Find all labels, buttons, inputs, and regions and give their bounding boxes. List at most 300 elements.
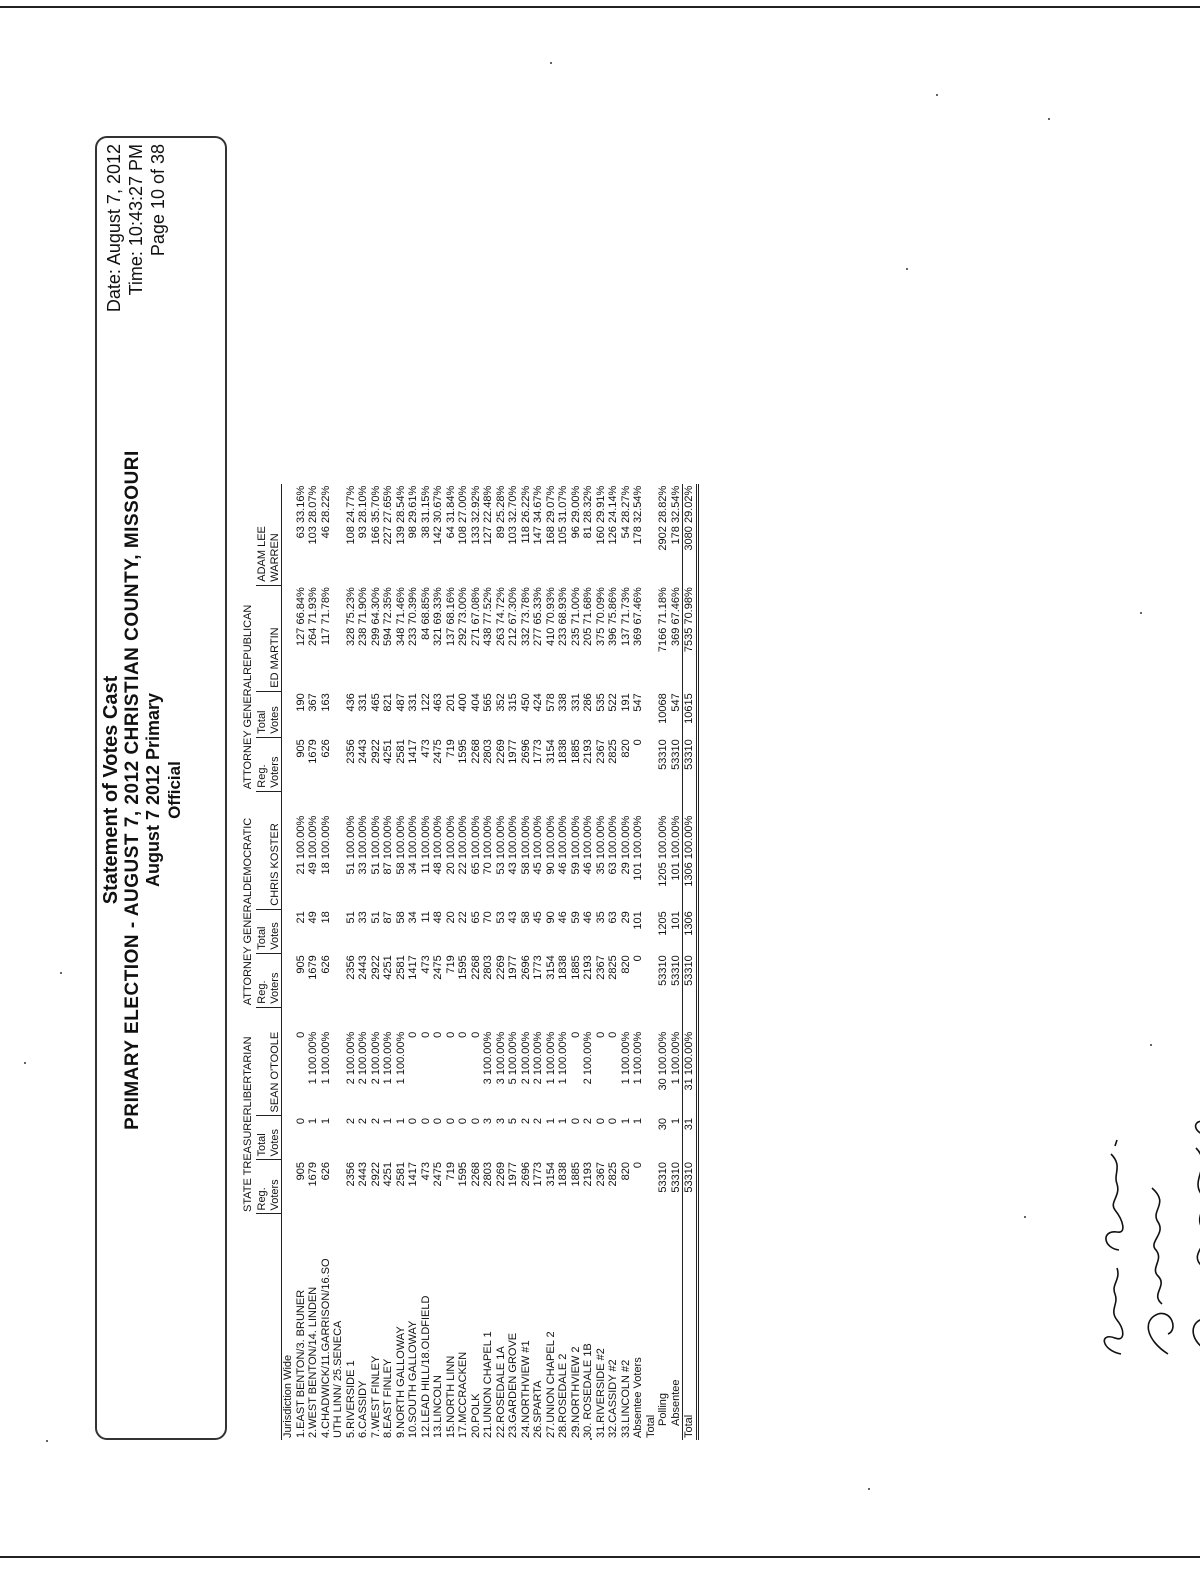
table-row xyxy=(532,484,545,1440)
cell-dk: 18 100.00% xyxy=(319,815,332,875)
cell-rw: 103 32.70% xyxy=(507,485,519,545)
gap xyxy=(345,791,358,814)
gap xyxy=(395,1007,408,1030)
cell-lr: 905 xyxy=(294,1162,307,1181)
speck xyxy=(906,268,908,270)
jurisdiction-name: 33.LINCOLN #2 xyxy=(619,1359,632,1438)
election-title: PRIMARY ELECTION - AUGUST 7, 2012 CHRISTIAN COUNTY, MISSOURI xyxy=(122,450,143,1130)
cell-rt: 201 xyxy=(444,693,457,712)
report-title: Statement of Votes Cast xyxy=(100,675,122,905)
cell-rr: 473 xyxy=(419,739,432,758)
jurisdiction-name: Total xyxy=(683,1214,698,1440)
cell-rr: 626 xyxy=(319,739,332,758)
page-number: Page 10 of 38 xyxy=(148,144,168,257)
cell-rr xyxy=(332,737,345,791)
cell-lt: 2 xyxy=(357,1118,369,1125)
table-row xyxy=(470,484,483,1440)
cell-rr: 1773 xyxy=(532,739,544,764)
cell-rw: 46 28.22% xyxy=(319,485,332,539)
cell-lo: 0 xyxy=(569,1031,582,1038)
gap xyxy=(457,791,470,814)
cell-lo: 0 xyxy=(294,1031,307,1038)
table-row xyxy=(570,484,583,1440)
cell-lt: 1 xyxy=(544,1118,557,1125)
signature-3 xyxy=(1182,1100,1200,1360)
gap xyxy=(370,791,383,814)
cell-dr: 1417 xyxy=(407,955,419,980)
cell-dr xyxy=(332,953,345,1007)
cell-rr: 53310 xyxy=(683,737,698,791)
cell-rw: 54 28.27% xyxy=(619,485,632,539)
cell-rr: 1679 xyxy=(307,739,319,764)
cell-lo: 30 100.00% xyxy=(657,1031,669,1091)
jurisdiction-name: Absentee Voters xyxy=(632,1357,644,1438)
cell-lr xyxy=(332,1160,345,1214)
speck xyxy=(868,1488,870,1490)
total-row xyxy=(683,484,698,1440)
gap xyxy=(532,791,545,814)
cell-lr: 4251 xyxy=(382,1162,394,1187)
cell-dk: 46 100.00% xyxy=(582,815,594,875)
cell-dr xyxy=(645,953,658,1007)
gap xyxy=(520,1007,533,1030)
cell-lt: 0 xyxy=(432,1118,444,1125)
cell-lo: 5 100.00% xyxy=(507,1031,519,1085)
col-rep-reg: Reg. Voters xyxy=(256,737,282,791)
gap xyxy=(295,1007,308,1030)
jurisdiction-name: Polling xyxy=(657,1392,669,1426)
jurisdiction-name: 13.LINCOLN xyxy=(432,1375,444,1438)
cell-rr: 1838 xyxy=(557,739,569,764)
cell-rt: 463 xyxy=(432,693,444,712)
cell-rm: 127 66.84% xyxy=(294,587,307,646)
cell-rw: 126 24.14% xyxy=(607,485,619,545)
cell-dt xyxy=(332,909,345,953)
col-koster: CHRIS KOSTER xyxy=(256,814,282,910)
gap xyxy=(382,1007,395,1030)
cell-rt: 522 xyxy=(607,693,619,712)
cell-dt: 22 xyxy=(457,911,469,924)
table-row xyxy=(607,484,620,1440)
cell-lr: 53310 xyxy=(669,1162,682,1193)
cell-lt xyxy=(645,1116,658,1160)
jurisdiction-name: 30. ROSEDALE 1B xyxy=(582,1343,594,1438)
cell-rt: 315 xyxy=(507,693,519,712)
gap xyxy=(545,791,558,814)
cell-rm: 438 77.52% xyxy=(482,587,494,646)
cell-rm: 238 71.90% xyxy=(357,587,369,646)
col-lib-reg: Reg. Voters xyxy=(256,1160,282,1214)
cell-lo: 0 xyxy=(407,1031,419,1038)
cell-rt: 565 xyxy=(482,693,494,712)
speck xyxy=(590,1438,592,1440)
gap xyxy=(307,1007,320,1030)
cell-dt: 58 xyxy=(519,911,532,924)
cell-rm: 332 73.78% xyxy=(519,587,532,646)
gap xyxy=(382,791,395,814)
cell-rm: 410 70.93% xyxy=(544,587,557,646)
cell-lr: 53310 xyxy=(657,1162,669,1193)
cell-rr: 820 xyxy=(619,739,632,758)
cell-rr: 2356 xyxy=(344,739,357,764)
group-republican: ATTORNEY GENERALREPUBLICAN xyxy=(242,604,254,790)
cell-dt: 87 xyxy=(382,911,394,924)
jurisdiction-name: 24.NORTHVIEW #1 xyxy=(519,1340,532,1438)
gap xyxy=(457,1007,470,1030)
cell-lo: 31 100.00% xyxy=(683,1030,698,1116)
cell-rm: 7166 71.18% xyxy=(657,587,669,653)
cell-rr: 0 xyxy=(632,739,644,746)
cell-lo: 0 xyxy=(444,1031,457,1038)
cell-lo: 3 100.00% xyxy=(494,1031,507,1085)
jurisdiction-name: 21.UNION CHAPEL 1 xyxy=(482,1331,494,1438)
cell-lr: 2443 xyxy=(357,1162,369,1187)
cell-dt: 21 xyxy=(294,911,307,924)
cell-rr: 2696 xyxy=(519,739,532,764)
cell-rm: 137 71.73% xyxy=(619,587,632,646)
cell-dr: 905 xyxy=(294,955,307,974)
speck xyxy=(60,972,62,974)
cell-dr: 2367 xyxy=(594,955,607,980)
jurisdiction-name: 28.ROSEDALE 2 xyxy=(557,1353,569,1438)
cell-lt: 0 xyxy=(607,1118,619,1125)
gap xyxy=(582,1007,595,1030)
gap xyxy=(407,791,420,814)
cell-rm: 84 68.85% xyxy=(419,587,432,640)
cell-rw: 103 28.07% xyxy=(307,485,319,545)
cell-lr: 1838 xyxy=(557,1162,569,1187)
cell-rt: 286 xyxy=(582,693,594,712)
cell-dr: 1977 xyxy=(507,955,519,980)
speck xyxy=(24,1062,26,1064)
cell-rw: 2902 28.82% xyxy=(657,485,669,551)
cell-rt: 578 xyxy=(544,693,557,712)
jurisdiction-name: 10.SOUTH GALLOWAY xyxy=(407,1320,419,1438)
cell-rr: 719 xyxy=(444,739,457,758)
cell-lt: 0 xyxy=(294,1118,307,1125)
gap xyxy=(482,791,495,814)
signature-2 xyxy=(1138,1120,1182,1360)
cell-dr: 53310 xyxy=(669,955,682,986)
cell-dr: 2443 xyxy=(357,955,369,980)
cell-lt xyxy=(332,1116,345,1160)
signatures xyxy=(1095,1060,1200,1360)
cell-lt: 2 xyxy=(532,1118,544,1125)
col-martin: ED MARTIN xyxy=(256,585,282,691)
cell-lo: 2 100.00% xyxy=(369,1031,382,1085)
cell-dt: 33 xyxy=(357,911,369,924)
cell-dk: 1306 100.00% xyxy=(683,814,698,910)
gap xyxy=(645,791,658,814)
cell-dk: 34 100.00% xyxy=(407,815,419,875)
table-row xyxy=(420,484,433,1440)
gap xyxy=(632,791,645,814)
table-row xyxy=(382,484,395,1440)
cell-lt: 3 xyxy=(494,1118,507,1125)
cell-lt: 2 xyxy=(582,1118,594,1125)
cell-rr: 2803 xyxy=(482,739,494,764)
cell-rm: 233 68.93% xyxy=(557,587,569,646)
cell-dk: 11 100.00% xyxy=(419,815,432,874)
cell-lt: 5 xyxy=(507,1118,519,1125)
jurisdiction-name: 15.NORTH LINN xyxy=(444,1355,457,1438)
cell-lt: 0 xyxy=(444,1118,457,1125)
cell-lr: 1977 xyxy=(507,1162,519,1187)
cell-lt: 1 xyxy=(619,1118,632,1125)
cell-rm: 369 67.46% xyxy=(632,587,644,646)
cell-rr: 1595 xyxy=(457,739,469,764)
table-row xyxy=(295,484,308,1440)
cell-rt: 367 xyxy=(307,693,319,712)
jurisdiction-name: 17.MCCRACKEN xyxy=(457,1351,469,1438)
gap xyxy=(545,1007,558,1030)
cell-lo: 1 100.00% xyxy=(557,1031,569,1085)
cell-lo: 1 100.00% xyxy=(544,1031,557,1085)
cell-lr: 820 xyxy=(619,1162,632,1181)
cell-lo: 1 100.00% xyxy=(382,1031,394,1085)
cell-dk: 1205 100.00% xyxy=(657,815,669,887)
cell-rm: 271 67.08% xyxy=(469,587,482,646)
speck xyxy=(46,1440,48,1442)
cell-dt: 51 xyxy=(369,911,382,924)
gap xyxy=(307,791,320,814)
cell-rw: 168 29.07% xyxy=(544,485,557,545)
gap xyxy=(420,1007,433,1030)
cell-rw: 166 35.70% xyxy=(369,485,382,545)
cell-dr: 1885 xyxy=(569,955,582,980)
cell-dr: 2356 xyxy=(344,955,357,980)
cell-dk: 63 100.00% xyxy=(607,815,619,875)
jurisdiction-name: 8.EAST FINLEY xyxy=(382,1358,394,1438)
cell-dt: 70 xyxy=(482,911,494,924)
cell-rt: 535 xyxy=(594,693,607,712)
top-border-line xyxy=(0,6,1200,8)
gap xyxy=(256,791,282,814)
jurisdiction-name: 4.CHADWICK/11.GARRISON/16.SO xyxy=(319,1258,332,1438)
cell-dr: 2268 xyxy=(469,955,482,980)
gap xyxy=(620,791,633,814)
cell-rr: 2269 xyxy=(494,739,507,764)
cell-rw: 63 33.16% xyxy=(294,485,307,539)
results-body xyxy=(282,484,698,1440)
cell-dk: 29 100.00% xyxy=(619,815,632,875)
table-row xyxy=(657,484,670,1440)
cell-lt: 0 xyxy=(419,1118,432,1125)
cell-dt: 65 xyxy=(469,911,482,924)
cell-rr: 1977 xyxy=(507,739,519,764)
cell-dr: 53310 xyxy=(657,955,669,986)
group-democratic: ATTORNEY GENERALDEMOCRATIC xyxy=(242,817,254,1006)
cell-dk: 51 100.00% xyxy=(369,815,382,875)
table-row xyxy=(620,484,633,1440)
cell-lr: 3154 xyxy=(544,1162,557,1187)
cell-dk: 101 100.00% xyxy=(669,815,682,881)
cell-rw: 142 30.67% xyxy=(432,485,444,545)
cell-rt xyxy=(332,691,345,737)
cell-lo: 2 100.00% xyxy=(532,1031,544,1085)
table-row xyxy=(432,484,445,1440)
cell-dr: 2475 xyxy=(432,955,444,980)
cell-dt: 90 xyxy=(544,911,557,924)
cell-lt: 1 xyxy=(382,1118,394,1125)
cell-lr: 473 xyxy=(419,1162,432,1181)
cell-rt: 352 xyxy=(494,693,507,712)
cell-lt: 31 xyxy=(683,1116,698,1160)
table-row xyxy=(507,484,520,1440)
cell-rw xyxy=(332,484,345,586)
rotated-page xyxy=(95,120,945,1440)
cell-rr: 1885 xyxy=(569,739,582,764)
cell-rt: 10068 xyxy=(657,693,669,724)
cell-dr: 1679 xyxy=(307,955,319,980)
cell-rm: 375 70.09% xyxy=(594,587,607,646)
gap xyxy=(595,1007,608,1030)
cell-rw: 96 29.00% xyxy=(569,485,582,539)
cell-lt: 1 xyxy=(319,1118,332,1125)
cell-dr: 2922 xyxy=(369,955,382,980)
cell-rw: 227 27.65% xyxy=(382,485,394,545)
gap xyxy=(520,791,533,814)
cell-rt: 547 xyxy=(632,693,644,712)
cell-rm: 348 71.46% xyxy=(394,587,407,646)
cell-dk: 90 100.00% xyxy=(544,815,557,875)
results-table xyxy=(243,484,699,1440)
cell-lr: 2367 xyxy=(594,1162,607,1187)
jurisdiction-name: 31.RIVERSIDE #2 xyxy=(594,1348,607,1438)
table-row xyxy=(645,484,658,1440)
cell-rm: 328 75.23% xyxy=(344,587,357,646)
cell-lo xyxy=(645,1030,658,1116)
cell-dt: 51 xyxy=(344,911,357,924)
gap xyxy=(332,791,345,814)
cell-rt: 400 xyxy=(457,693,469,712)
cell-rm: 369 67.46% xyxy=(669,587,682,646)
cell-dr: 2825 xyxy=(607,955,619,980)
cell-rw xyxy=(645,484,658,586)
cell-dt: 101 xyxy=(669,911,682,930)
blank-corner xyxy=(243,1214,256,1440)
cell-rr: 3154 xyxy=(544,739,557,764)
cell-lr: 1885 xyxy=(569,1162,582,1187)
cell-dr: 1595 xyxy=(457,955,469,980)
cell-rr: 53310 xyxy=(657,739,669,770)
table-row xyxy=(445,484,458,1440)
table-row xyxy=(520,484,533,1440)
table-row xyxy=(332,484,345,1440)
cell-dr: 2803 xyxy=(482,955,494,980)
gap xyxy=(495,1007,508,1030)
bottom-border-line xyxy=(0,1556,1200,1558)
cell-dr: 719 xyxy=(444,955,457,974)
gap xyxy=(482,1007,495,1030)
gap xyxy=(670,1007,683,1030)
cell-lr: 53310 xyxy=(683,1160,698,1214)
cell-lr: 2193 xyxy=(582,1162,594,1187)
cell-dk: 51 100.00% xyxy=(344,815,357,875)
cell-lt: 30 xyxy=(657,1118,669,1131)
cell-rm xyxy=(332,585,345,691)
gap xyxy=(645,1007,658,1030)
cell-lt: 3 xyxy=(482,1118,494,1125)
cell-rm: 263 74.72% xyxy=(494,587,507,646)
cell-rt: 436 xyxy=(344,693,357,712)
cell-dt: 45 xyxy=(532,911,544,924)
cell-dk: 101 100.00% xyxy=(632,815,644,881)
jurisdiction-name: 32.CASSIDY #2 xyxy=(607,1359,619,1438)
cell-rw: 160 29.91% xyxy=(594,485,607,545)
gap xyxy=(432,1007,445,1030)
cell-lt: 0 xyxy=(407,1118,419,1125)
jurisdiction-name: 20.POLK xyxy=(469,1393,482,1438)
cell-dr: 626 xyxy=(319,955,332,974)
cell-dk: 21 100.00% xyxy=(294,815,307,875)
cell-dt: 48 xyxy=(432,911,444,924)
speck xyxy=(1024,1216,1026,1218)
cell-dt: 59 xyxy=(569,911,582,924)
cell-dk: 58 100.00% xyxy=(394,815,407,875)
cell-lo: 0 xyxy=(607,1031,619,1038)
cell-lo: 1 100.00% xyxy=(632,1031,644,1085)
cell-lt: 0 xyxy=(594,1118,607,1125)
jurisdiction-name: 9.NORTH GALLOWAY xyxy=(394,1326,407,1438)
gap xyxy=(243,1007,256,1030)
cell-rw: 105 31.07% xyxy=(557,485,569,545)
cell-rt: 191 xyxy=(619,693,632,712)
cell-dt: 46 xyxy=(582,911,594,924)
cell-lo: 1 100.00% xyxy=(619,1031,632,1085)
cell-rw: 147 34.67% xyxy=(532,485,544,545)
jurisdiction-name: 29.NORTHVIEW 2 xyxy=(569,1346,582,1438)
cell-lo: 0 xyxy=(432,1031,444,1038)
cell-lo: 1 100.00% xyxy=(307,1031,319,1085)
cell-lr: 2803 xyxy=(482,1162,494,1187)
gap xyxy=(370,1007,383,1030)
cell-rm: 594 72.35% xyxy=(382,587,394,646)
jurisdiction-name: 7.WEST FINLEY xyxy=(369,1355,382,1438)
cell-dt: 1205 xyxy=(657,911,669,936)
cell-lo: 1 100.00% xyxy=(669,1031,682,1085)
cell-lr: 2269 xyxy=(494,1162,507,1187)
cell-rm: 292 73.00% xyxy=(457,587,469,646)
gap xyxy=(607,1007,620,1030)
speck xyxy=(1140,612,1142,614)
jurisdiction-name: 2.WEST BENTON/14. LINDEN xyxy=(307,1286,319,1438)
cell-rt: 190 xyxy=(294,693,307,712)
cell-dk: 48 100.00% xyxy=(432,815,444,875)
cell-dt: 35 xyxy=(594,911,607,924)
cell-dt xyxy=(645,909,658,953)
jurisdiction-name: 27.UNION CHAPEL 2 xyxy=(544,1331,557,1438)
cell-rr: 2475 xyxy=(432,739,444,764)
cell-lo: 2 100.00% xyxy=(357,1031,369,1085)
cell-dk: 59 100.00% xyxy=(569,815,582,875)
table-row xyxy=(495,484,508,1440)
cell-lo: 2 100.00% xyxy=(344,1031,357,1085)
jurisdiction-name: UTH LINN/ 25.SENECA xyxy=(332,1320,344,1438)
cell-rr: 2367 xyxy=(594,739,607,764)
jurisdiction-name: 6.CASSIDY xyxy=(357,1380,369,1438)
cell-lr: 1773 xyxy=(532,1162,544,1187)
gap xyxy=(507,791,520,814)
cell-dt: 29 xyxy=(619,911,632,924)
gap xyxy=(345,1007,358,1030)
cell-lt: 1 xyxy=(394,1118,407,1125)
cell-rr: 2268 xyxy=(469,739,482,764)
cell-rt: 465 xyxy=(369,693,382,712)
cell-dk: 22 100.00% xyxy=(457,815,469,875)
cell-lt: 1 xyxy=(557,1118,569,1125)
cell-lt: 0 xyxy=(569,1118,582,1125)
